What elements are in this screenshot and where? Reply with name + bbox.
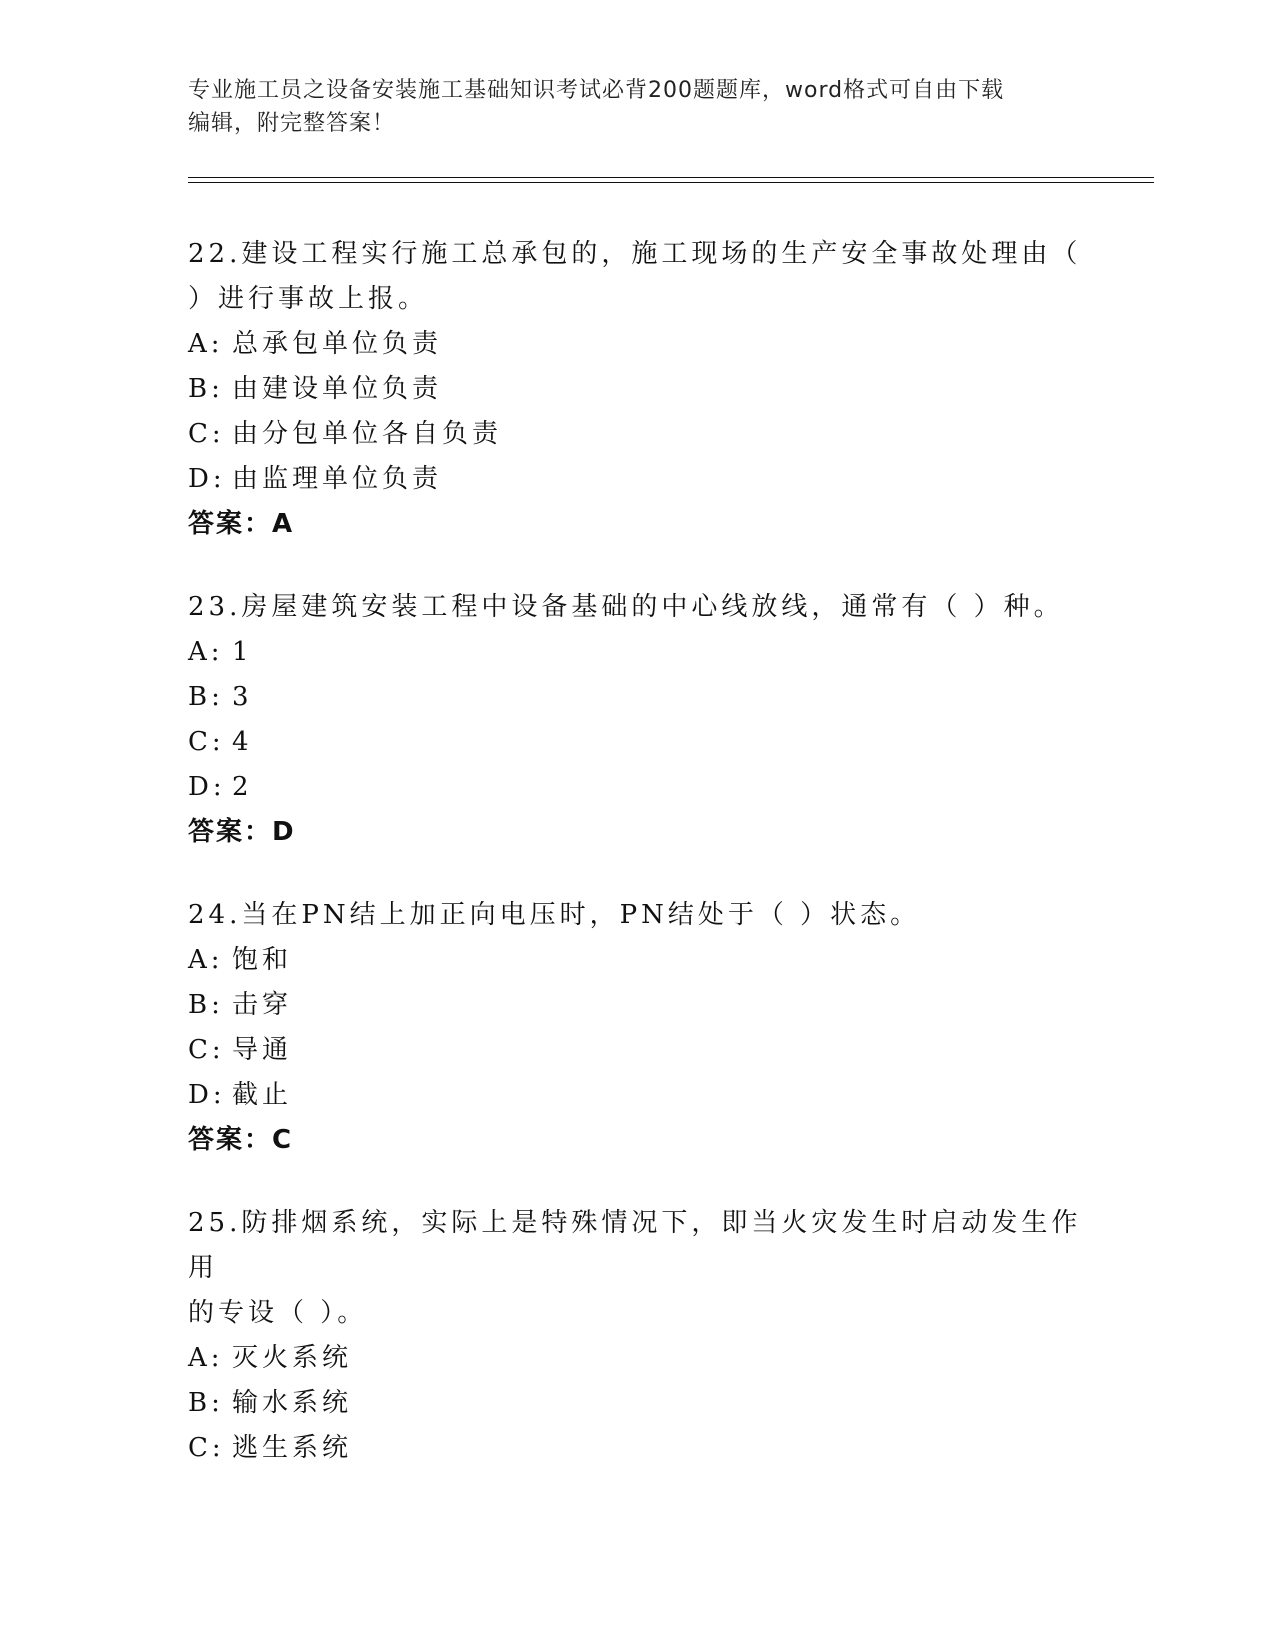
option-b bbox=[188, 367, 1088, 412]
option-letter: D: bbox=[188, 772, 226, 802]
question-stem-line: ）进行事故上报。 bbox=[188, 284, 429, 314]
option-text: 4 bbox=[232, 727, 253, 757]
option-c bbox=[188, 412, 1088, 457]
option-text: 输水系统 bbox=[232, 1388, 353, 1418]
option-b bbox=[188, 675, 1088, 720]
option-letter: A: bbox=[188, 637, 224, 667]
option-text: 灭火系统 bbox=[232, 1343, 353, 1373]
option-text: 由分包单位各自负责 bbox=[232, 419, 503, 449]
header-divider-bottom bbox=[188, 182, 1154, 183]
option-a bbox=[188, 1336, 1088, 1381]
option-text: 导通 bbox=[232, 1035, 293, 1065]
question-stem-line: 22.建设工程实行施工总承包的，施工现场的生产安全事故处理由（ bbox=[188, 239, 1082, 269]
question-stem-line: 24.当在PN结上加正向电压时，PN结处于（ ）状态。 bbox=[188, 900, 921, 930]
question-stem-line: 25.防排烟系统，实际上是特殊情况下，即当火灾发生时启动发生作用 bbox=[188, 1208, 1082, 1283]
option-c bbox=[188, 720, 1088, 765]
question-list bbox=[188, 232, 1088, 1509]
question-stem-line: 23.房屋建筑安装工程中设备基础的中心线放线，通常有（ ）种。 bbox=[188, 592, 1064, 622]
option-b bbox=[188, 1381, 1088, 1426]
option-letter: C: bbox=[188, 419, 225, 449]
question-23 bbox=[188, 585, 1088, 855]
question-24 bbox=[188, 893, 1088, 1163]
option-letter: B: bbox=[188, 990, 224, 1020]
option-letter: B: bbox=[188, 682, 224, 712]
option-text: 3 bbox=[232, 682, 253, 712]
option-letter: A: bbox=[188, 329, 224, 359]
option-c bbox=[188, 1426, 1088, 1471]
option-c bbox=[188, 1028, 1088, 1073]
option-letter: B: bbox=[188, 1388, 224, 1418]
option-text: 截止 bbox=[232, 1080, 293, 1110]
option-text: 2 bbox=[232, 772, 253, 802]
option-text: 由监理单位负责 bbox=[232, 464, 443, 494]
option-text: 由建设单位负责 bbox=[232, 374, 443, 404]
option-d bbox=[188, 1073, 1088, 1118]
option-text: 逃生系统 bbox=[232, 1433, 353, 1463]
option-letter: A: bbox=[188, 945, 224, 975]
header-title-line-1: 专业施工员之设备安装施工基础知识考试必背200题题库，word格式可自由下载 bbox=[188, 78, 1005, 103]
option-d bbox=[188, 765, 1088, 810]
question-22 bbox=[188, 232, 1088, 547]
option-letter: D: bbox=[188, 464, 226, 494]
option-text: 总承包单位负责 bbox=[232, 329, 443, 359]
option-text: 击穿 bbox=[232, 990, 293, 1020]
option-b bbox=[188, 983, 1088, 1028]
document-header bbox=[188, 74, 1078, 140]
question-stem-line: 的专设（ ）。 bbox=[188, 1298, 368, 1328]
option-a bbox=[188, 630, 1088, 675]
option-letter: C: bbox=[188, 1035, 225, 1065]
header-divider-top bbox=[188, 177, 1154, 178]
header-title-line-2: 编辑，附完整答案！ bbox=[188, 111, 396, 136]
answer-line: 答案：D bbox=[188, 817, 296, 847]
option-a bbox=[188, 322, 1088, 367]
option-letter: B: bbox=[188, 374, 224, 404]
option-letter: A: bbox=[188, 1343, 224, 1373]
question-25 bbox=[188, 1201, 1088, 1471]
option-text: 1 bbox=[232, 637, 253, 667]
option-letter: C: bbox=[188, 727, 225, 757]
answer-line: 答案：A bbox=[188, 509, 295, 539]
option-d bbox=[188, 457, 1088, 502]
option-a bbox=[188, 938, 1088, 983]
answer-line: 答案：C bbox=[188, 1125, 294, 1155]
option-letter: C: bbox=[188, 1433, 225, 1463]
option-letter: D: bbox=[188, 1080, 226, 1110]
option-text: 饱和 bbox=[232, 945, 293, 975]
